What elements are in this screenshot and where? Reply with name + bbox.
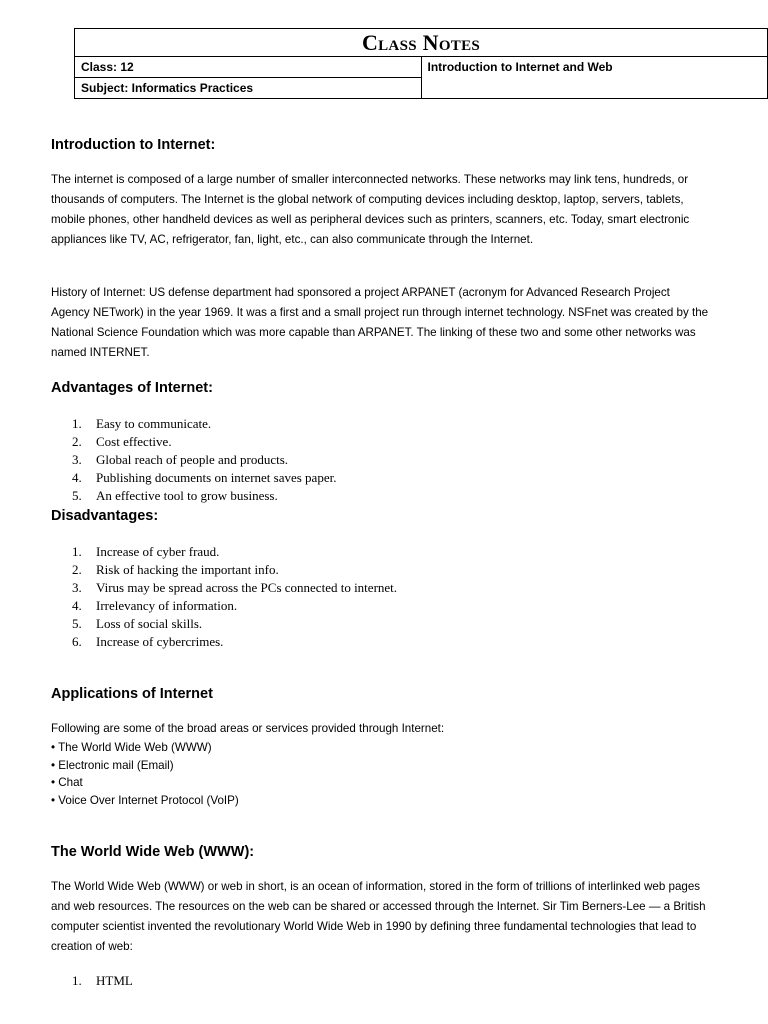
list-item: 4. Irrelevancy of information. [72,597,238,613]
www-technologies-list [51,972,691,990]
list-item: 1. Easy to communicate. [72,416,212,431]
list-item: • Voice Over Internet Protocol (VoIP) [51,793,239,807]
advantages-heading: Advantages of Internet: [51,380,213,396]
class-label: Class: 12 [75,57,422,78]
list-item: 4. Publishing documents on internet saves paper. [72,469,337,485]
list-item: 3. Virus may be spread across the PCs connected to internet. [72,579,398,595]
list-item: • Chat [51,776,83,789]
list-item: • The World Wide Web (WWW) [51,741,212,754]
advantages-list [51,415,691,505]
document-title: Class Notes [75,29,768,57]
applications-list [51,739,651,809]
disadvantages-heading: Disadvantages: [51,508,159,524]
disadvantages-list [51,543,691,650]
list-item: 6. Increase of cybercrimes. [72,633,224,649]
www-paragraph: The World Wide Web (WWW) or web in short, is an ocean of information, stored in the form of trillions of interlinked web pages and web resources. The resources on the web can be shared or accessed through the Internet. Sir Tim Berners-Lee — a British computer scientist invented the revolutionary World Wide Web in 1990 by defining three fundamental technologies that lead to creation of web: [51,880,706,953]
list-item: 2. Cost effective. [72,433,172,449]
list-item: • Electronic mail (Email) [51,758,174,772]
list-item: 5. Loss of social skills. [72,615,203,631]
list-item: 1. Increase of cyber fraud. [72,544,220,559]
history-paragraph: History of Internet: US defense department had sponsored a project ARPANET (acronym for Advanced Research Project Agency NETwork) in the year 1969. It was a first and a small project run through internet technology. NSFnet was created by the National Science Foundation which was more capable than ARPANET. The linking of these two and some other networks was named INTERNET. [51,286,709,359]
list-item: 5. An effective tool to grow business. [72,487,278,503]
topic-label: Introduction to Internet and Web [421,57,768,99]
list-item: 1. HTML [72,973,133,988]
intro-heading: Introduction to Internet: [51,137,216,153]
applications-intro: Following are some of the broad areas or services provided through Internet: [51,722,445,735]
www-heading: The World Wide Web (WWW): [51,844,255,860]
list-item: 2. Risk of hacking the important info. [72,561,279,577]
class-notes-header-table [74,28,768,99]
list-item: 3. Global reach of people and products. [72,451,289,467]
applications-heading: Applications of Internet [51,686,213,702]
intro-paragraph: The internet is composed of a large number of smaller interconnected networks. These networks may link tens, hundreds, or thousands of computers. The Internet is the global network of computing devices including desktop, laptop, servers, tablets, mobile phones, other handheld devices as well as peripheral devices such as printers, scanners, etc. Today, smart electronic appliances like TV, AC, refrigerator, fan, light, etc., can also communicate through the Internet. [51,173,690,246]
subject-label: Subject: Informatics Practices [75,78,422,99]
